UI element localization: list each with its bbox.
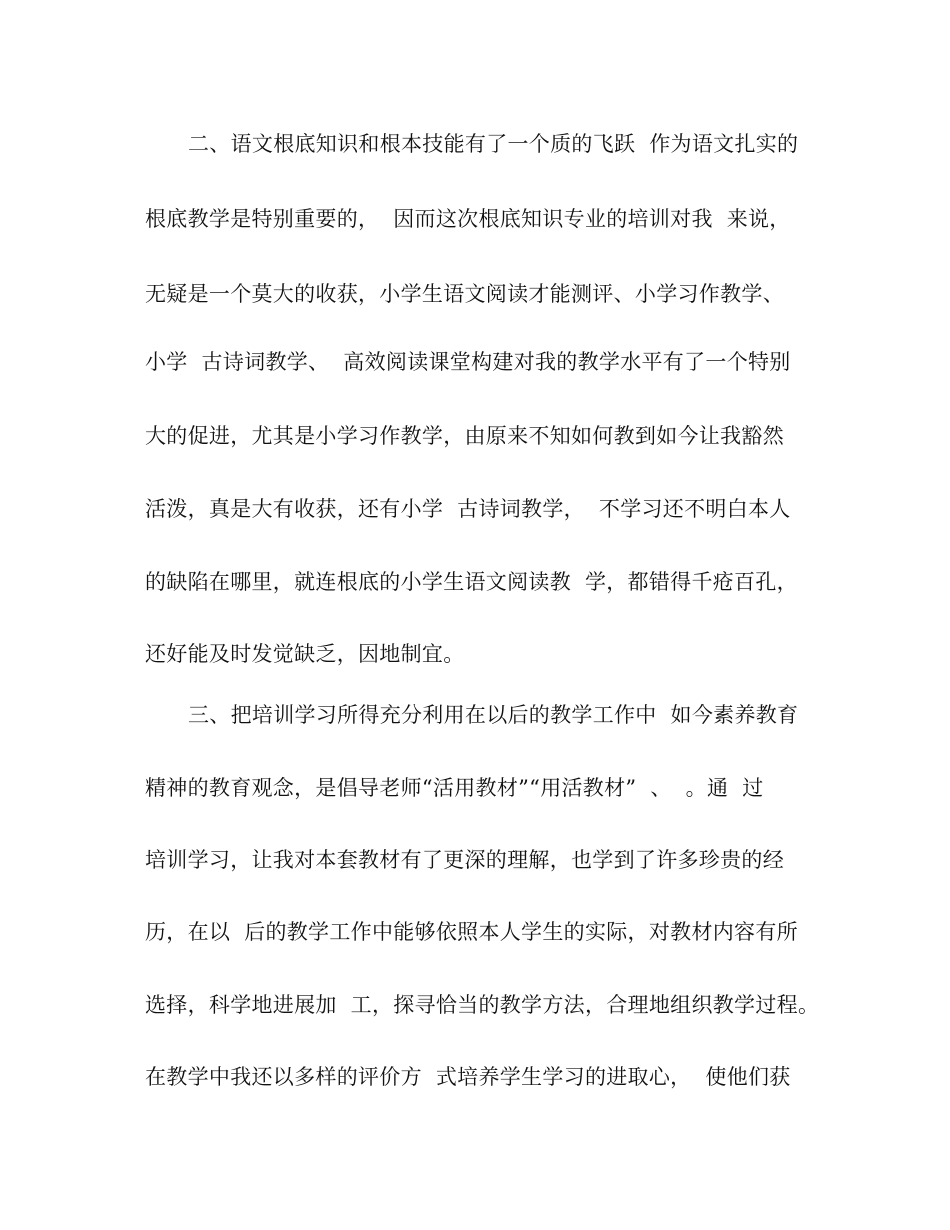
- text-line: 还好能及时发觉缺乏，因地制宜。: [145, 642, 465, 666]
- text-line: 无疑是一个莫大的收获，小学生语文阅读才能测评、小学习作教学、: [145, 282, 784, 306]
- text-line: 根底教学是特别重要的， 因而这次根底知识专业的培训对我 来说，: [145, 207, 791, 231]
- text-line: 培训学习，让我对本套教材有了更深的理解，也学到了许多珍贵的经: [145, 848, 784, 872]
- text-line: 活泼，真是大有收获，还有小学 古诗词教学， 不学习还不明白本人: [145, 497, 791, 521]
- text-line: 历，在以 后的教学工作中能够依照本人学生的实际，对教材内容有所: [145, 920, 798, 944]
- text-line: 小学 古诗词教学、 高效阅读课堂构建对我的教学水平有了一个特别: [145, 350, 791, 374]
- text-line: 在教学中我还以多样的评价方 式培养学生学习的进取心， 使他们获: [145, 1065, 791, 1089]
- text-line: 精神的教育观念，是倡导老师“活用教材”“用活教材” 、 。通 过: [145, 776, 764, 800]
- text-line: 的缺陷在哪里，就连根底的小学生语文阅读教 学，都错得千疮百孔，: [145, 570, 798, 594]
- text-line: 大的促进，尤其是小学习作教学，由原来不知如何教到如今让我豁然: [145, 424, 784, 448]
- paragraph-3-heading-line: 三、把培训学习所得充分利用在以后的教学工作中 如今素养教育: [188, 703, 799, 727]
- paragraph-2-heading-line: 二、语文根底知识和根本技能有了一个质的飞跃 作为语文扎实的: [188, 132, 799, 156]
- text-line: 选择，科学地进展加 工，探寻恰当的教学方法，合理地组织教学过程。: [145, 993, 820, 1017]
